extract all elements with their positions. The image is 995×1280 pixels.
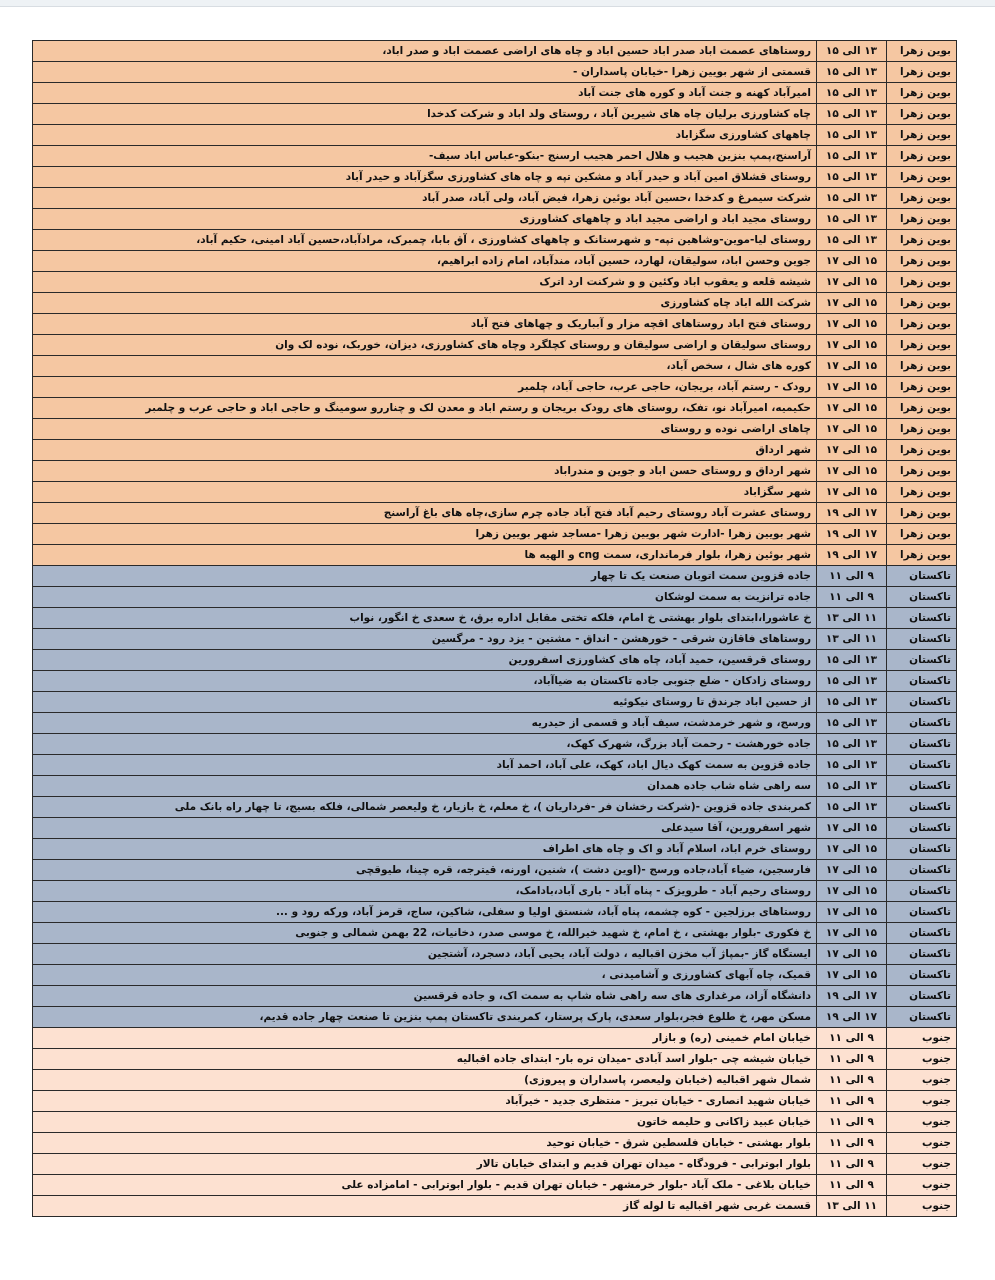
areas-cell: روستای فتح اباد روستاهای اقچه مزار و آبباریک و چهاهای فتح آباد: [33, 314, 817, 335]
areas-cell: چاه کشاورزی برلیان چاه های شیرین آباد ، روستای ولد اباد و شرکت کدخدا: [33, 104, 817, 125]
table-row: [33, 923, 957, 944]
time-cell: ۹ الی ۱۱: [817, 1133, 887, 1154]
city-cell: تاکستان: [887, 860, 957, 881]
areas-cell: روستای عشرت آباد روستای رحیم آباد فتح آباد جاده چرم سازی،چاه های باغ آراسنج: [33, 503, 817, 524]
time-cell: ۱۷ الی ۱۹: [817, 986, 887, 1007]
areas-cell: جاده قزوین سمت اتوبان صنعت یک تا چهار: [33, 566, 817, 587]
city-cell: بوین زهرا: [887, 272, 957, 293]
time-cell: ۹ الی ۱۱: [817, 566, 887, 587]
table-row: [33, 356, 957, 377]
areas-cell: خیابان شهید انصاری - خیابان تبریز - منتظری جدید - خیرآباد: [33, 1091, 817, 1112]
areas-cell: رودک - رستم آباد، بریجان، حاجی عرب، حاجی آباد، چلمبر: [33, 377, 817, 398]
table-row: [33, 83, 957, 104]
areas-cell: حکیمیه، امیرآباد نو، تفک، روستای های رودک بریجان و رستم اباد و معدن لک و چناررو سومینگ و حاجی اباد و حاجی عرب و چلمبر: [33, 398, 817, 419]
city-cell: بوین زهرا: [887, 104, 957, 125]
table-row: [33, 545, 957, 566]
areas-cell: روستاهای عصمت اباد صدر اباد حسین اباد و چاه های اراضی عصمت اباد و صدر اباد،: [33, 41, 817, 62]
time-cell: ۱۳ الی ۱۵: [817, 776, 887, 797]
city-cell: تاکستان: [887, 818, 957, 839]
table-row: [33, 566, 957, 587]
time-cell: ۱۵ الی ۱۷: [817, 839, 887, 860]
time-cell: ۹ الی ۱۱: [817, 1175, 887, 1196]
table-row: [33, 230, 957, 251]
city-cell: بوین زهرا: [887, 545, 957, 566]
areas-cell: ورسج، و شهر خرمدشت، سیف آباد و قسمی از حیدریه: [33, 713, 817, 734]
top-strip: [0, 0, 995, 7]
table-row: [33, 1070, 957, 1091]
table-row: [33, 860, 957, 881]
schedule-body: [33, 41, 957, 1217]
areas-cell: شهر بوئین زهرا، بلوار فرمانداری، سمت cng و الهیه ها: [33, 545, 817, 566]
city-cell: بوین زهرا: [887, 482, 957, 503]
areas-cell: شهر ارداق و روستای حسن اباد و جوین و مندراباد: [33, 461, 817, 482]
city-cell: جنوب: [887, 1091, 957, 1112]
city-cell: بوین زهرا: [887, 335, 957, 356]
city-cell: بوین زهرا: [887, 419, 957, 440]
time-cell: ۹ الی ۱۱: [817, 1028, 887, 1049]
table-row: [33, 1091, 957, 1112]
table-row: [33, 272, 957, 293]
time-cell: ۱۷ الی ۱۹: [817, 1007, 887, 1028]
city-cell: بوین زهرا: [887, 377, 957, 398]
areas-cell: از حسین اباد جرندق تا روستای نیکوئیه: [33, 692, 817, 713]
time-cell: ۱۵ الی ۱۷: [817, 923, 887, 944]
areas-cell: روستاهای فاقازن شرقی - خورهشن - انداق - مشتین - یزد رود - مرگسین: [33, 629, 817, 650]
time-cell: ۱۳ الی ۱۵: [817, 797, 887, 818]
table-row: [33, 398, 957, 419]
city-cell: بوین زهرا: [887, 230, 957, 251]
table-row: [33, 41, 957, 62]
time-cell: ۱۵ الی ۱۷: [817, 881, 887, 902]
city-cell: بوین زهرا: [887, 167, 957, 188]
time-cell: ۱۱ الی ۱۳: [817, 1196, 887, 1217]
time-cell: ۱۵ الی ۱۷: [817, 293, 887, 314]
city-cell: بوین زهرا: [887, 398, 957, 419]
city-cell: جنوب: [887, 1049, 957, 1070]
outage-schedule-table: [32, 40, 957, 1217]
time-cell: ۱۵ الی ۱۷: [817, 377, 887, 398]
time-cell: ۱۳ الی ۱۵: [817, 671, 887, 692]
city-cell: بوین زهرا: [887, 524, 957, 545]
table-row: [33, 839, 957, 860]
time-cell: ۱۳ الی ۱۵: [817, 713, 887, 734]
areas-cell: روستای مجید اباد و اراضی مجید اباد و چاههای کشاورزی: [33, 209, 817, 230]
table-row: [33, 881, 957, 902]
areas-cell: شرکت سیمرغ و کدخدا ،حسین آباد بوئین زهرا، فیض آباد، ولی آباد، صدر آباد: [33, 188, 817, 209]
table-row: [33, 1049, 957, 1070]
table-row: [33, 776, 957, 797]
city-cell: جنوب: [887, 1070, 957, 1091]
city-cell: تاکستان: [887, 965, 957, 986]
table-row: [33, 419, 957, 440]
time-cell: ۱۳ الی ۱۵: [817, 167, 887, 188]
table-row: [33, 1196, 957, 1217]
table-row: [33, 104, 957, 125]
time-cell: ۱۵ الی ۱۷: [817, 419, 887, 440]
city-cell: بوین زهرا: [887, 461, 957, 482]
table-row: [33, 734, 957, 755]
city-cell: بوین زهرا: [887, 125, 957, 146]
time-cell: ۱۳ الی ۱۵: [817, 188, 887, 209]
areas-cell: قسمت غربی شهر اقبالیه تا لوله گاز: [33, 1196, 817, 1217]
city-cell: بوین زهرا: [887, 62, 957, 83]
areas-cell: خ عاشورا،ابتدای بلوار بهشتی خ امام، فلکه تختی مقابل اداره برق، خ سعدی خ انگور، نواب: [33, 608, 817, 629]
areas-cell: بلوار ابوترابی - فرودگاه - میدان تهران قدیم و ابتدای خیابان تالار: [33, 1154, 817, 1175]
time-cell: ۱۳ الی ۱۵: [817, 146, 887, 167]
areas-cell: چاههای کشاورزی سگزاباد: [33, 125, 817, 146]
areas-cell: قمیک، چاه آبهای کشاورزی و آشامیدنی ،: [33, 965, 817, 986]
table-row: [33, 314, 957, 335]
time-cell: ۱۵ الی ۱۷: [817, 461, 887, 482]
table-row: [33, 818, 957, 839]
areas-cell: مسکن مهر، خ طلوع فجر،بلوار سعدی، پارک پرستار، کمربندی تاکستان پمپ بنزین تا صنعت چهار جاده قدیم،: [33, 1007, 817, 1028]
time-cell: ۱۳ الی ۱۵: [817, 125, 887, 146]
city-cell: جنوب: [887, 1154, 957, 1175]
table-row: [33, 209, 957, 230]
time-cell: ۹ الی ۱۱: [817, 1154, 887, 1175]
time-cell: ۱۱ الی ۱۳: [817, 608, 887, 629]
city-cell: جنوب: [887, 1112, 957, 1133]
areas-cell: جاده خورهشت - رحمت آباد بزرگ، شهرک کهک،: [33, 734, 817, 755]
city-cell: تاکستان: [887, 650, 957, 671]
areas-cell: خیابان عبید زاکانی و حلیمه خاتون: [33, 1112, 817, 1133]
time-cell: ۹ الی ۱۱: [817, 1049, 887, 1070]
areas-cell: شیشه قلعه و یعقوب اباد وکئین و و شرکنت ارد اترک: [33, 272, 817, 293]
table-row: [33, 146, 957, 167]
table-row: [33, 524, 957, 545]
table-row: [33, 251, 957, 272]
table-row: [33, 440, 957, 461]
table-row: [33, 671, 957, 692]
city-cell: تاکستان: [887, 692, 957, 713]
table-row: [33, 167, 957, 188]
city-cell: جنوب: [887, 1196, 957, 1217]
city-cell: تاکستان: [887, 566, 957, 587]
time-cell: ۱۳ الی ۱۵: [817, 734, 887, 755]
city-cell: بوین زهرا: [887, 209, 957, 230]
table-row: [33, 608, 957, 629]
areas-cell: کمربندی جاده قزوین -(شرکت رخشان فر -فرداریان )، خ معلم، خ بازیار، خ ولیعصر شمالی، فلکه بسیج، تا چهار راه بانک ملی: [33, 797, 817, 818]
table-row: [33, 965, 957, 986]
city-cell: تاکستان: [887, 776, 957, 797]
time-cell: ۱۵ الی ۱۷: [817, 965, 887, 986]
time-cell: ۱۵ الی ۱۷: [817, 860, 887, 881]
city-cell: جنوب: [887, 1175, 957, 1196]
areas-cell: ایستگاه گاز -بمپاژ آب مخزن اقبالیه ، دولت آباد، یحیی آباد، دسجرد، آشتجین: [33, 944, 817, 965]
areas-cell: شمال شهر اقبالیه (خیابان ولیعصر، پاسداران و پیروزی): [33, 1070, 817, 1091]
areas-cell: جاده ترانزیت به سمت لوشکان: [33, 587, 817, 608]
areas-cell: روستای قشلاق امین آباد و حیدر آباد و مشکین تپه و چاه های کشاورزی سگزآباد و حیدر آباد: [33, 167, 817, 188]
city-cell: تاکستان: [887, 881, 957, 902]
areas-cell: دانشگاه آزاد، مرغداری های سه راهی شاه شاپ به سمت اک، و جاده قرقسین: [33, 986, 817, 1007]
time-cell: ۱۳ الی ۱۵: [817, 230, 887, 251]
table-row: [33, 902, 957, 923]
table-row: [33, 188, 957, 209]
table-row: [33, 755, 957, 776]
time-cell: ۱۳ الی ۱۵: [817, 41, 887, 62]
city-cell: بوین زهرا: [887, 293, 957, 314]
table-row: [33, 692, 957, 713]
time-cell: ۱۳ الی ۱۵: [817, 755, 887, 776]
areas-cell: خیابان شیشه چی -بلوار اسد آبادی -میدان تره بار- ابتدای جاده اقبالیه: [33, 1049, 817, 1070]
time-cell: ۱۵ الی ۱۷: [817, 440, 887, 461]
areas-cell: روستاهای برزلجین - کوه چشمه، پناه آباد، شنستق اولیا و سفلی، شاکین، ساج، قرمز آباد، ورکه رود و ...: [33, 902, 817, 923]
table-row: [33, 482, 957, 503]
city-cell: تاکستان: [887, 1007, 957, 1028]
areas-cell: جوین وحسن اباد، سولیقان، لهارد، حسین آباد، مندآباد، امام زاده ابراهیم،: [33, 251, 817, 272]
time-cell: ۱۷ الی ۱۹: [817, 503, 887, 524]
areas-cell: چاهای اراضی نوده و روستای: [33, 419, 817, 440]
city-cell: تاکستان: [887, 608, 957, 629]
table-row: [33, 629, 957, 650]
areas-cell: روستای رحیم آباد - طرویزک - پناه آباد - باری آباد،بادامک،: [33, 881, 817, 902]
time-cell: ۱۵ الی ۱۷: [817, 482, 887, 503]
time-cell: ۱۵ الی ۱۷: [817, 944, 887, 965]
city-cell: جنوب: [887, 1133, 957, 1154]
city-cell: تاکستان: [887, 986, 957, 1007]
areas-cell: خیابان بلاغی - ملک آباد -بلوار خرمشهر - خیابان تهران قدیم - بلوار ابوترابی - امامزاده علی: [33, 1175, 817, 1196]
time-cell: ۹ الی ۱۱: [817, 587, 887, 608]
city-cell: تاکستان: [887, 629, 957, 650]
time-cell: ۱۵ الی ۱۷: [817, 398, 887, 419]
table-row: [33, 1112, 957, 1133]
table-row: [33, 293, 957, 314]
areas-cell: بلوار بهشتی - خیابان فلسطین شرق - خیابان توحید: [33, 1133, 817, 1154]
areas-cell: خ فکوری -بلوار بهشتی ، خ امام، خ شهید خیرالله، خ موسی صدر، دخانیات، 22 بهمن شمالی و جنوبی: [33, 923, 817, 944]
table-row: [33, 944, 957, 965]
table-row: [33, 1007, 957, 1028]
city-cell: بوین زهرا: [887, 83, 957, 104]
city-cell: تاکستان: [887, 902, 957, 923]
areas-cell: فارسجین، ضیاء آباد،جاده ورسج -(اوین دشت )، شنین، اورنه، قیترجه، قره چینا، طیوقچی: [33, 860, 817, 881]
city-cell: تاکستان: [887, 587, 957, 608]
city-cell: بوین زهرا: [887, 314, 957, 335]
time-cell: ۱۵ الی ۱۷: [817, 818, 887, 839]
city-cell: تاکستان: [887, 713, 957, 734]
city-cell: جنوب: [887, 1028, 957, 1049]
city-cell: تاکستان: [887, 797, 957, 818]
city-cell: بوین زهرا: [887, 146, 957, 167]
areas-cell: روستای لیا-موین-وشاهین تپه- و شهرستانک و چاههای کشاورزی ، آق بابا، چمبرک، مرادآباد،حسین آباد امینی، حکیم آباد،: [33, 230, 817, 251]
time-cell: ۱۳ الی ۱۵: [817, 692, 887, 713]
time-cell: ۱۵ الی ۱۷: [817, 902, 887, 923]
table-row: [33, 503, 957, 524]
time-cell: ۱۳ الی ۱۵: [817, 650, 887, 671]
table-row: [33, 650, 957, 671]
table-row: [33, 377, 957, 398]
areas-cell: سه راهی شاه شاب جاده همدان: [33, 776, 817, 797]
table-row: [33, 461, 957, 482]
city-cell: تاکستان: [887, 839, 957, 860]
time-cell: ۱۳ الی ۱۵: [817, 209, 887, 230]
city-cell: بوین زهرا: [887, 251, 957, 272]
areas-cell: روستای سولیقان و اراضی سولیقان و روستای کچلگرد وچاه های کشاورزی، دیزان، خوربک، نوده لک وان: [33, 335, 817, 356]
city-cell: تاکستان: [887, 923, 957, 944]
table-row: [33, 335, 957, 356]
table-row: [33, 1028, 957, 1049]
table-row: [33, 62, 957, 83]
time-cell: ۱۵ الی ۱۷: [817, 251, 887, 272]
table-row: [33, 1175, 957, 1196]
time-cell: ۱۱ الی ۱۳: [817, 629, 887, 650]
time-cell: ۱۵ الی ۱۷: [817, 335, 887, 356]
table-row: [33, 587, 957, 608]
table-row: [33, 125, 957, 146]
areas-cell: قسمتی از شهر بویین زهرا -خیابان پاسداران -: [33, 62, 817, 83]
city-cell: بوین زهرا: [887, 503, 957, 524]
areas-cell: شهر سگزاباد: [33, 482, 817, 503]
areas-cell: روستای قرقسین، حمید آباد، چاه های کشاورزی اسفرورین: [33, 650, 817, 671]
areas-cell: شهر اسفرورین، آقا سیدعلی: [33, 818, 817, 839]
city-cell: بوین زهرا: [887, 440, 957, 461]
areas-cell: خیابان امام خمینی (ره) و بازار: [33, 1028, 817, 1049]
areas-cell: روستای خرم اباد، اسلام آباد و اک و چاه های اطراف: [33, 839, 817, 860]
table-row: [33, 986, 957, 1007]
areas-cell: شرکت الله اباد چاه کشاورزی: [33, 293, 817, 314]
areas-cell: آراسنج،پمپ بنزین هجیب و هلال احمر هجیب ارسنج -بنکو-عباس اباد سیف-: [33, 146, 817, 167]
city-cell: بوین زهرا: [887, 188, 957, 209]
time-cell: ۱۷ الی ۱۹: [817, 545, 887, 566]
time-cell: ۱۷ الی ۱۹: [817, 524, 887, 545]
time-cell: ۹ الی ۱۱: [817, 1070, 887, 1091]
time-cell: ۱۳ الی ۱۵: [817, 104, 887, 125]
time-cell: ۹ الی ۱۱: [817, 1112, 887, 1133]
city-cell: تاکستان: [887, 671, 957, 692]
city-cell: تاکستان: [887, 734, 957, 755]
time-cell: ۹ الی ۱۱: [817, 1091, 887, 1112]
table-row: [33, 713, 957, 734]
city-cell: بوین زهرا: [887, 356, 957, 377]
table-row: [33, 1133, 957, 1154]
time-cell: ۱۵ الی ۱۷: [817, 272, 887, 293]
city-cell: تاکستان: [887, 944, 957, 965]
areas-cell: جاده قزوین به سمت کهک دیال اباد، کهک، علی آباد، احمد آباد: [33, 755, 817, 776]
time-cell: ۱۳ الی ۱۵: [817, 62, 887, 83]
time-cell: ۱۵ الی ۱۷: [817, 314, 887, 335]
areas-cell: کوره های شال ، سخص آباد،: [33, 356, 817, 377]
areas-cell: روستای زادکان - ضلع جنوبی جاده تاکستان به ضیاآباد،: [33, 671, 817, 692]
time-cell: ۱۳ الی ۱۵: [817, 83, 887, 104]
city-cell: بوین زهرا: [887, 41, 957, 62]
time-cell: ۱۵ الی ۱۷: [817, 356, 887, 377]
city-cell: تاکستان: [887, 755, 957, 776]
table-row: [33, 797, 957, 818]
table-row: [33, 1154, 957, 1175]
areas-cell: شهر بویین زهرا -ادارت شهر بویین زهرا -مساجد شهر بویین زهرا: [33, 524, 817, 545]
areas-cell: شهر ارداق: [33, 440, 817, 461]
areas-cell: امیرآباد کهنه و جنت آباد و کوره های جنت آباد: [33, 83, 817, 104]
